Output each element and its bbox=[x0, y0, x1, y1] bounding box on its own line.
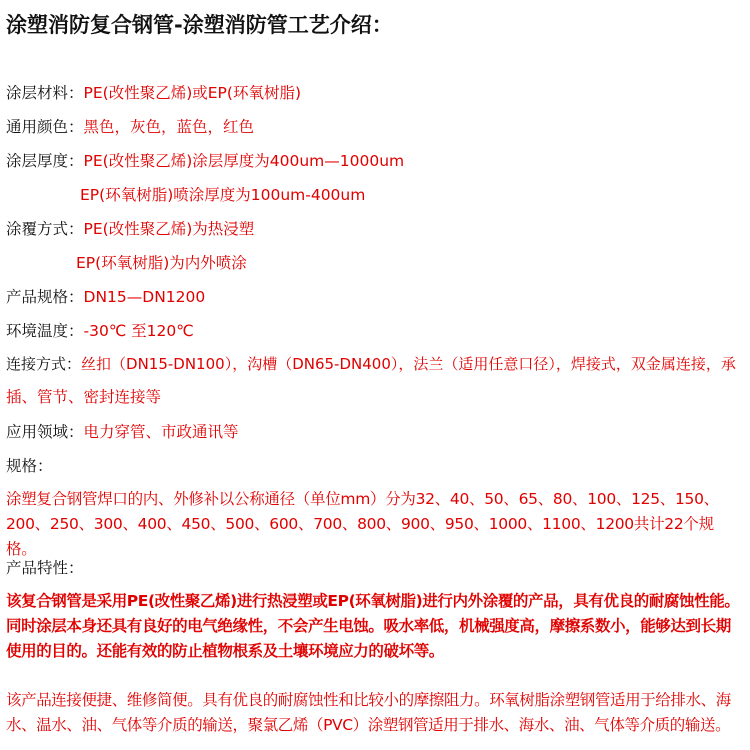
spec-label: 环境温度： bbox=[6, 322, 84, 340]
spec-label: 涂层材料： bbox=[6, 84, 84, 102]
spec-common-colors bbox=[6, 116, 254, 138]
spec-value: PE(改性聚乙烯)为热浸塑 bbox=[83, 220, 255, 238]
spec-product-spec bbox=[6, 286, 205, 308]
spec-connection-continued bbox=[6, 386, 161, 408]
spec-label: 应用领域： bbox=[6, 423, 84, 441]
spec-application bbox=[6, 421, 239, 443]
spec-coating-thickness-continued bbox=[80, 184, 365, 206]
spec-value: 插、管节、密封连接等 bbox=[6, 388, 162, 406]
spec-value: 电力穿管、市政通讯等 bbox=[83, 423, 239, 441]
spec-value: 丝扣（DN15-DN100），沟槽（DN65-DN400），法兰（适用任意口径），焊接式，双金属连接，承 bbox=[81, 355, 736, 373]
sizes-paragraph: 涂塑复合钢管焊口的内、外修补以公称通径（单位mm）分为32、40、50、65、80、100、125、150、200、250、300、400、450、500、600、700、800、900、950、1000、1100、1200共计22个规格。 bbox=[6, 490, 719, 558]
spec-coating-thickness bbox=[6, 150, 404, 172]
spec-value: EP(环氧树脂)喷涂厚度为100um-400um bbox=[80, 186, 366, 204]
sizes-heading: 规格： bbox=[6, 457, 53, 475]
spec-value: -30℃ 至120℃ bbox=[83, 322, 194, 340]
features-heading: 产品特性： bbox=[6, 559, 84, 577]
spec-label: 通用颜色： bbox=[6, 118, 84, 136]
spec-ambient-temp bbox=[6, 320, 194, 342]
features-paragraph-1: 该复合钢管是采用PE(改性聚乙烯)进行热浸塑或EP(环氧树脂)进行内外涂覆的产品，具有优良的耐腐蚀性能。同时涂层本身还具有良好的电气绝缘性，不会产生电蚀。吸水率低，机械强度高，摩擦系数小，能够达到长期使用的目的。还能有效的防止植物根系及土壤环境应力的破坏等。 bbox=[6, 592, 740, 660]
spec-coating-method bbox=[6, 218, 254, 240]
spec-value: PE(改性聚乙烯)或EP(环氧树脂) bbox=[83, 84, 301, 102]
spec-label: 涂覆方式： bbox=[6, 220, 84, 238]
spec-value: 黑色，灰色，蓝色，红色 bbox=[83, 118, 255, 136]
spec-connection bbox=[6, 353, 736, 375]
spec-value: PE(改性聚乙烯)涂层厚度为400um—1000um bbox=[83, 152, 405, 170]
spec-label: 涂层厚度： bbox=[6, 152, 84, 170]
spec-coating-material bbox=[6, 82, 301, 104]
spec-value: EP(环氧树脂)为内外喷涂 bbox=[76, 254, 247, 272]
page-title: 涂塑消防复合钢管-涂塑消防管工艺介绍： bbox=[6, 13, 393, 37]
spec-value: DN15—DN1200 bbox=[83, 288, 206, 306]
spec-label: 产品规格： bbox=[6, 288, 84, 306]
spec-label: 连接方式： bbox=[6, 355, 82, 373]
features-paragraph-2: 该产品连接便捷、维修简便。具有优良的耐腐蚀性和比较小的摩擦阻力。环氧树脂涂塑钢管适用于给排水、海水、温水、油、气体等介质的输送，聚氯乙烯（PVC）涂塑钢管适用于排水、海水、油、气体等介质的输送。 bbox=[6, 691, 731, 734]
spec-coating-method-continued bbox=[76, 252, 247, 274]
